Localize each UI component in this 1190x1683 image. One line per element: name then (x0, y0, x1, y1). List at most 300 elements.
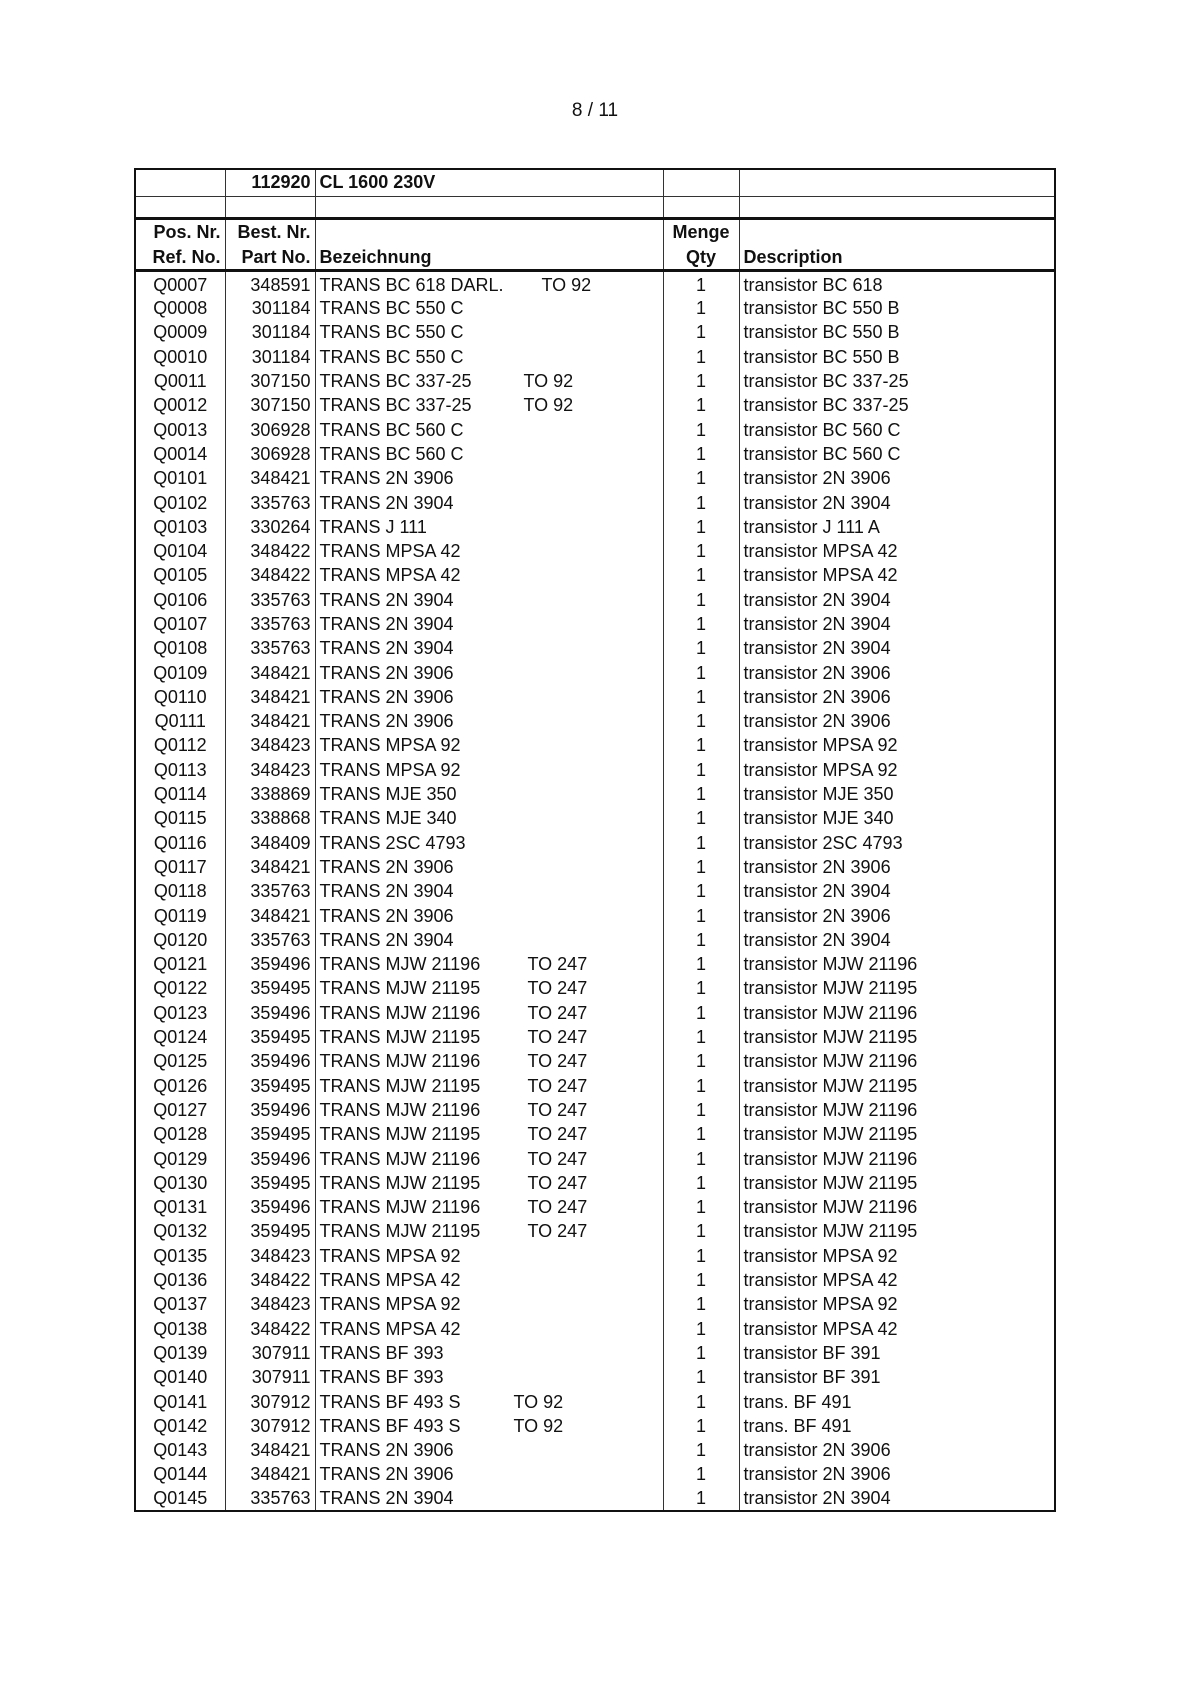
cell-qty: 1 (663, 1293, 739, 1317)
cell-part-no: 348421 (225, 1438, 315, 1462)
cell-description: transistor 2N 3906 (739, 1463, 1055, 1487)
cell-qty: 1 (663, 270, 739, 297)
cell-pos: Q0012 (135, 394, 225, 418)
cell-bezeichnung (315, 734, 663, 758)
cell-qty: 1 (663, 928, 739, 952)
table-row (135, 1487, 1055, 1511)
bezeichnung-text: TRANS 2N 3904 (319, 929, 454, 950)
cell-qty: 1 (663, 467, 739, 491)
cell-description: transistor 2N 3906 (739, 855, 1055, 879)
cell-description: transistor BC 560 C (739, 442, 1055, 466)
cell-part-no: 335763 (225, 637, 315, 661)
col-partno-label: Part No. (225, 244, 315, 270)
col-pos-label: Pos. Nr. (135, 218, 225, 244)
cell-qty: 1 (663, 394, 739, 418)
cell-part-no: 359496 (225, 1050, 315, 1074)
cell-bezeichnung (315, 1195, 663, 1219)
cell-description: transistor MJW 21195 (739, 1220, 1055, 1244)
bezeichnung-text: TRANS 2N 3904 (319, 589, 454, 610)
table-row (135, 491, 1055, 515)
col-ref-label: Ref. No. (135, 244, 225, 270)
table-row (135, 1123, 1055, 1147)
cell-pos: Q0137 (135, 1293, 225, 1317)
table-row (135, 1074, 1055, 1098)
cell-description: transistor MJW 21196 (739, 1195, 1055, 1219)
cell-qty: 1 (663, 685, 739, 709)
bezeichnung-text: TRANS MPSA 42 (319, 565, 461, 586)
cell-qty: 1 (663, 369, 739, 393)
cell-bezeichnung (315, 270, 663, 297)
bezeichnung-text: TRANS MJW 21195 (319, 1075, 481, 1096)
cell-bezeichnung (315, 467, 663, 491)
header-empty-cell (663, 169, 739, 196)
cell-pos: Q0123 (135, 1001, 225, 1025)
cell-description: trans. BF 491 (739, 1390, 1055, 1414)
cell-part-no: 348421 (225, 661, 315, 685)
cell-pos: Q0108 (135, 637, 225, 661)
table-row (135, 1001, 1055, 1025)
cell-part-no: 301184 (225, 297, 315, 321)
cell-bezeichnung (315, 1244, 663, 1268)
cell-part-no: 307911 (225, 1366, 315, 1390)
cell-part-no: 348421 (225, 855, 315, 879)
table-row (135, 1341, 1055, 1365)
table-row (135, 1366, 1055, 1390)
cell-description: transistor MPSA 42 (739, 539, 1055, 563)
header-empty-cell (739, 169, 1055, 196)
cell-part-no: 359495 (225, 977, 315, 1001)
cell-part-no: 348422 (225, 1268, 315, 1292)
cell-qty: 1 (663, 491, 739, 515)
package-text: TO 92 (523, 395, 574, 416)
parts-table (134, 168, 1056, 1512)
package-text: TO 247 (527, 1027, 588, 1048)
cell-bezeichnung (315, 588, 663, 612)
table-row (135, 734, 1055, 758)
package-text: TO 247 (527, 1148, 588, 1169)
bezeichnung-text: TRANS 2N 3906 (319, 1464, 454, 1485)
cell-qty: 1 (663, 1317, 739, 1341)
cell-bezeichnung (315, 564, 663, 588)
package-text: TO 247 (527, 978, 588, 999)
cell-qty: 1 (663, 1147, 739, 1171)
bezeichnung-text: TRANS MJW 21196 (319, 1148, 481, 1169)
col-qty-label: Menge (663, 218, 739, 244)
cell-pos: Q0121 (135, 953, 225, 977)
cell-qty: 1 (663, 1487, 739, 1511)
cell-pos: Q0118 (135, 880, 225, 904)
cell-bezeichnung (315, 758, 663, 782)
cell-qty: 1 (663, 1074, 739, 1098)
cell-qty: 1 (663, 710, 739, 734)
cell-pos: Q0014 (135, 442, 225, 466)
bezeichnung-text: TRANS MJW 21196 (319, 1002, 481, 1023)
col-desc-label: Description (739, 244, 1055, 270)
col-best-label: Best. Nr. (225, 218, 315, 244)
cell-part-no: 359495 (225, 1025, 315, 1049)
cell-bezeichnung (315, 1147, 663, 1171)
bezeichnung-text: TRANS 2N 3904 (319, 492, 454, 513)
cell-pos: Q0106 (135, 588, 225, 612)
package-text: TO 92 (541, 274, 592, 295)
cell-description: transistor 2N 3904 (739, 637, 1055, 661)
cell-bezeichnung (315, 685, 663, 709)
bezeichnung-text: TRANS 2N 3906 (319, 1440, 454, 1461)
cell-bezeichnung (315, 1438, 663, 1462)
cell-description: transistor MJW 21195 (739, 1123, 1055, 1147)
cell-qty: 1 (663, 1341, 739, 1365)
cell-part-no: 348422 (225, 564, 315, 588)
bezeichnung-text: TRANS 2N 3904 (319, 1488, 454, 1509)
cell-bezeichnung (315, 1098, 663, 1122)
cell-part-no: 359495 (225, 1220, 315, 1244)
table-row (135, 977, 1055, 1001)
table-row (135, 1463, 1055, 1487)
cell-bezeichnung (315, 297, 663, 321)
cell-description: transistor BC 560 C (739, 418, 1055, 442)
table-row (135, 1220, 1055, 1244)
cell-bezeichnung (315, 321, 663, 345)
cell-bezeichnung (315, 831, 663, 855)
cell-qty: 1 (663, 734, 739, 758)
table-row (135, 782, 1055, 806)
cell-description: transistor BC 337-25 (739, 394, 1055, 418)
cell-bezeichnung (315, 904, 663, 928)
cell-pos: Q0103 (135, 515, 225, 539)
cell-part-no: 348421 (225, 904, 315, 928)
table-row (135, 1147, 1055, 1171)
cell-pos: Q0132 (135, 1220, 225, 1244)
bezeichnung-text: TRANS MJW 21196 (319, 954, 481, 975)
bezeichnung-text: TRANS MJW 21196 (319, 1051, 481, 1072)
column-header-row-2 (135, 244, 1055, 270)
cell-bezeichnung (315, 1341, 663, 1365)
cell-pos: Q0110 (135, 685, 225, 709)
cell-description: transistor 2N 3904 (739, 588, 1055, 612)
cell-part-no: 359495 (225, 1123, 315, 1147)
cell-part-no: 335763 (225, 588, 315, 612)
cell-description: transistor BC 337-25 (739, 369, 1055, 393)
cell-pos: Q0136 (135, 1268, 225, 1292)
cell-pos: Q0144 (135, 1463, 225, 1487)
cell-description: transistor BC 550 B (739, 321, 1055, 345)
cell-qty: 1 (663, 661, 739, 685)
cell-description: transistor MJW 21196 (739, 1098, 1055, 1122)
bezeichnung-text: TRANS BF 493 S (319, 1391, 461, 1412)
cell-pos: Q0140 (135, 1366, 225, 1390)
cell-pos: Q0113 (135, 758, 225, 782)
cell-qty: 1 (663, 515, 739, 539)
cell-bezeichnung (315, 1171, 663, 1195)
package-text: TO 92 (513, 1415, 564, 1436)
cell-qty: 1 (663, 1220, 739, 1244)
table-row (135, 855, 1055, 879)
cell-bezeichnung (315, 612, 663, 636)
table-row (135, 321, 1055, 345)
bezeichnung-text: TRANS 2SC 4793 (319, 832, 466, 853)
cell-pos: Q0007 (135, 270, 225, 297)
bezeichnung-text: TRANS MJW 21195 (319, 1027, 481, 1048)
cell-part-no: 348422 (225, 539, 315, 563)
cell-pos: Q0131 (135, 1195, 225, 1219)
bezeichnung-text: TRANS 2N 3906 (319, 662, 454, 683)
bezeichnung-text: TRANS MJW 21195 (319, 978, 481, 999)
bezeichnung-text: TRANS 2N 3906 (319, 905, 454, 926)
package-text: TO 247 (527, 1075, 588, 1096)
cell-pos: Q0105 (135, 564, 225, 588)
table-row (135, 880, 1055, 904)
bezeichnung-text: TRANS MJW 21195 (319, 1172, 481, 1193)
bezeichnung-text: TRANS BC 550 C (319, 322, 464, 343)
cell-pos: Q0109 (135, 661, 225, 685)
cell-part-no: 348421 (225, 1463, 315, 1487)
cell-pos: Q0143 (135, 1438, 225, 1462)
cell-part-no: 348423 (225, 734, 315, 758)
cell-part-no: 348423 (225, 758, 315, 782)
col-bez-label: Bezeichnung (315, 244, 663, 270)
cell-qty: 1 (663, 831, 739, 855)
bezeichnung-text: TRANS J 111 (319, 516, 427, 537)
table-row (135, 539, 1055, 563)
cell-pos: Q0115 (135, 807, 225, 831)
cell-part-no: 359496 (225, 1001, 315, 1025)
cell-pos: Q0142 (135, 1414, 225, 1438)
cell-description: transistor BC 550 B (739, 297, 1055, 321)
table-row (135, 1244, 1055, 1268)
cell-part-no: 335763 (225, 1487, 315, 1511)
cell-description: transistor MPSA 42 (739, 1268, 1055, 1292)
cell-pos: Q0128 (135, 1123, 225, 1147)
cell-bezeichnung (315, 953, 663, 977)
cell-description: transistor BF 391 (739, 1366, 1055, 1390)
cell-pos: Q0125 (135, 1050, 225, 1074)
cell-part-no: 301184 (225, 321, 315, 345)
cell-part-no: 307911 (225, 1341, 315, 1365)
cell-pos: Q0119 (135, 904, 225, 928)
cell-pos: Q0124 (135, 1025, 225, 1049)
cell-pos: Q0111 (135, 710, 225, 734)
col-qty2-label: Qty (663, 244, 739, 270)
cell-bezeichnung (315, 1463, 663, 1487)
cell-pos: Q0008 (135, 297, 225, 321)
cell-part-no: 348421 (225, 710, 315, 734)
cell-pos: Q0130 (135, 1171, 225, 1195)
cell-description: transistor MJW 21195 (739, 1025, 1055, 1049)
cell-qty: 1 (663, 1171, 739, 1195)
cell-qty: 1 (663, 1195, 739, 1219)
cell-qty: 1 (663, 1123, 739, 1147)
bezeichnung-text: TRANS 2N 3906 (319, 711, 454, 732)
table-row (135, 1171, 1055, 1195)
cell-bezeichnung (315, 1074, 663, 1098)
package-text: TO 247 (527, 1197, 588, 1218)
cell-part-no: 359495 (225, 1074, 315, 1098)
cell-bezeichnung (315, 1487, 663, 1511)
cell-part-no: 348421 (225, 467, 315, 491)
page-number: 8 / 11 (571, 100, 619, 121)
cell-description: transistor 2N 3906 (739, 661, 1055, 685)
table-row (135, 1438, 1055, 1462)
cell-bezeichnung (315, 782, 663, 806)
cell-part-no: 348422 (225, 1317, 315, 1341)
cell-pos: Q0116 (135, 831, 225, 855)
cell-qty: 1 (663, 1244, 739, 1268)
bezeichnung-text: TRANS BF 393 (319, 1367, 444, 1388)
cell-pos: Q0102 (135, 491, 225, 515)
bezeichnung-text: TRANS 2N 3904 (319, 614, 454, 634)
cell-description: transistor MJE 350 (739, 782, 1055, 806)
package-text: TO 247 (527, 1002, 588, 1023)
bezeichnung-text: TRANS 2N 3904 (319, 881, 454, 902)
cell-description: transistor MPSA 92 (739, 758, 1055, 782)
table-row (135, 1317, 1055, 1341)
cell-description: transistor MPSA 92 (739, 1293, 1055, 1317)
cell-description: transistor 2N 3904 (739, 612, 1055, 636)
cell-pos: Q0011 (135, 369, 225, 393)
cell-qty: 1 (663, 1025, 739, 1049)
table-row (135, 1098, 1055, 1122)
cell-description: transistor MPSA 42 (739, 564, 1055, 588)
bezeichnung-text: TRANS MPSA 42 (319, 1270, 461, 1291)
cell-part-no: 359495 (225, 1171, 315, 1195)
cell-bezeichnung (315, 1317, 663, 1341)
cell-bezeichnung (315, 637, 663, 661)
cell-pos: Q0139 (135, 1341, 225, 1365)
cell-pos: Q0010 (135, 345, 225, 369)
cell-part-no: 338869 (225, 782, 315, 806)
cell-bezeichnung (315, 1050, 663, 1074)
spacer-row (135, 196, 1055, 218)
cell-pos: Q0101 (135, 467, 225, 491)
cell-pos: Q0145 (135, 1487, 225, 1511)
cell-pos: Q0120 (135, 928, 225, 952)
bezeichnung-text: TRANS MPSA 92 (319, 1294, 461, 1315)
table-row (135, 904, 1055, 928)
cell-part-no: 359496 (225, 1098, 315, 1122)
cell-bezeichnung (315, 442, 663, 466)
cell-part-no: 306928 (225, 442, 315, 466)
cell-part-no: 348421 (225, 685, 315, 709)
table-row (135, 418, 1055, 442)
cell-bezeichnung (315, 1366, 663, 1390)
table-row (135, 807, 1055, 831)
table-row (135, 467, 1055, 491)
cell-bezeichnung (315, 1293, 663, 1317)
cell-part-no: 348409 (225, 831, 315, 855)
cell-description: transistor 2SC 4793 (739, 831, 1055, 855)
cell-part-no: 335763 (225, 928, 315, 952)
cell-description: transistor MJW 21195 (739, 1074, 1055, 1098)
cell-qty: 1 (663, 1366, 739, 1390)
cell-description: transistor 2N 3904 (739, 880, 1055, 904)
bezeichnung-text: TRANS BF 493 S (319, 1415, 461, 1436)
bezeichnung-text: TRANS BF 393 (319, 1342, 444, 1363)
cell-pos: Q0112 (135, 734, 225, 758)
bezeichnung-text: TRANS BC 337-25 (319, 371, 472, 392)
cell-part-no: 359496 (225, 1195, 315, 1219)
cell-qty: 1 (663, 637, 739, 661)
table-row (135, 661, 1055, 685)
cell-qty: 1 (663, 953, 739, 977)
cell-description: transistor MPSA 42 (739, 1317, 1055, 1341)
cell-bezeichnung (315, 515, 663, 539)
cell-part-no: 338868 (225, 807, 315, 831)
bezeichnung-text: TRANS MJE 350 (319, 784, 457, 805)
cell-pos: Q0126 (135, 1074, 225, 1098)
cell-qty: 1 (663, 418, 739, 442)
table-row (135, 1195, 1055, 1219)
header-empty-cell (135, 169, 225, 196)
cell-bezeichnung (315, 418, 663, 442)
cell-description: transistor J 111 A (739, 515, 1055, 539)
table-row (135, 831, 1055, 855)
bezeichnung-text: TRANS MPSA 92 (319, 759, 461, 780)
cell-part-no: 307912 (225, 1414, 315, 1438)
cell-part-no: 359496 (225, 1147, 315, 1171)
bezeichnung-text: TRANS 2N 3906 (319, 468, 454, 489)
package-text: TO 92 (513, 1391, 564, 1412)
cell-description: transistor MJW 21196 (739, 1001, 1055, 1025)
cell-pos: Q0129 (135, 1147, 225, 1171)
bezeichnung-text: TRANS BC 618 DARL. (319, 274, 504, 295)
cell-qty: 1 (663, 1001, 739, 1025)
cell-description: transistor MPSA 92 (739, 734, 1055, 758)
bezeichnung-text: TRANS BC 337-25 (319, 395, 472, 416)
package-text: TO 247 (527, 1099, 588, 1120)
cell-pos: Q0127 (135, 1098, 225, 1122)
cell-part-no: 359496 (225, 953, 315, 977)
cell-part-no: 335763 (225, 612, 315, 636)
cell-description: transistor 2N 3904 (739, 928, 1055, 952)
bezeichnung-text: TRANS MJW 21196 (319, 1099, 481, 1120)
cell-qty: 1 (663, 564, 739, 588)
table-row (135, 710, 1055, 734)
table-row (135, 953, 1055, 977)
package-text: TO 92 (523, 371, 574, 392)
table-row (135, 1390, 1055, 1414)
cell-description: transistor BC 618 (739, 270, 1055, 297)
cell-qty: 1 (663, 588, 739, 612)
table-row (135, 394, 1055, 418)
cell-pos: Q0117 (135, 855, 225, 879)
cell-pos: Q0114 (135, 782, 225, 806)
package-text: TO 247 (527, 1172, 588, 1193)
table-row (135, 637, 1055, 661)
cell-qty: 1 (663, 442, 739, 466)
package-text: TO 247 (527, 1221, 588, 1242)
cell-qty: 1 (663, 782, 739, 806)
cell-part-no: 307150 (225, 394, 315, 418)
bezeichnung-text: TRANS 2N 3906 (319, 686, 454, 707)
cell-part-no: 348591 (225, 270, 315, 297)
cell-part-no: 307912 (225, 1390, 315, 1414)
cell-part-no: 335763 (225, 880, 315, 904)
cell-part-no: 330264 (225, 515, 315, 539)
cell-qty: 1 (663, 1268, 739, 1292)
cell-pos: Q0107 (135, 612, 225, 636)
cell-bezeichnung (315, 1220, 663, 1244)
cell-bezeichnung (315, 1268, 663, 1292)
table-row (135, 270, 1055, 297)
table-row (135, 515, 1055, 539)
table-row (135, 1414, 1055, 1438)
cell-description: transistor MJW 21196 (739, 1050, 1055, 1074)
cell-bezeichnung (315, 1025, 663, 1049)
bezeichnung-text: TRANS 2N 3904 (319, 638, 454, 659)
bezeichnung-text: TRANS MJW 21195 (319, 1124, 481, 1145)
bezeichnung-text: TRANS MPSA 92 (319, 1245, 461, 1266)
cell-description: transistor 2N 3906 (739, 685, 1055, 709)
